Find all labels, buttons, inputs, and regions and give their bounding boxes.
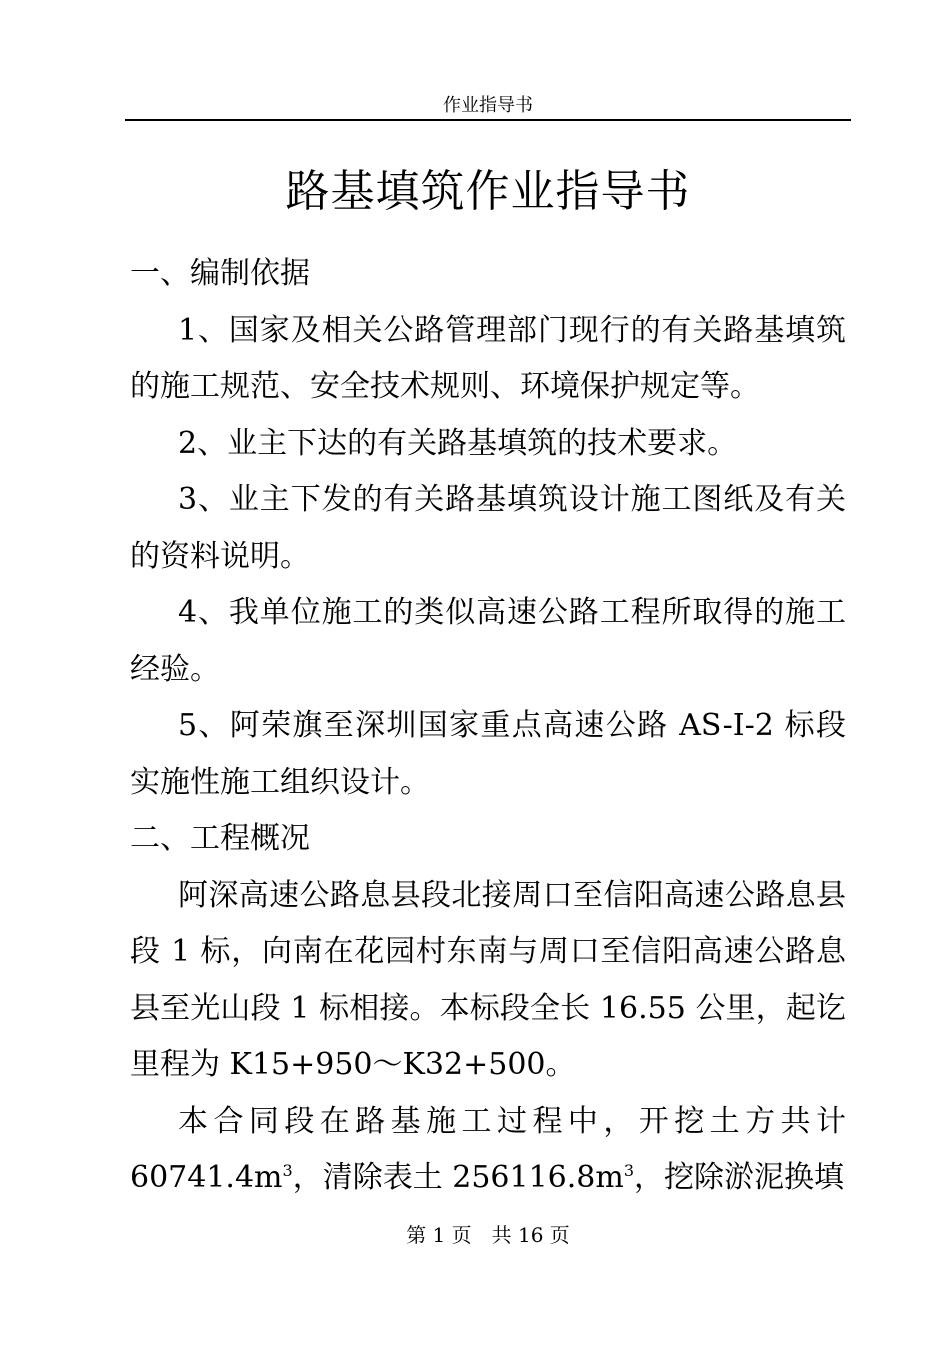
basis-item-5: 5、阿荣旗至深圳国家重点高速公路 AS-I-2 标段实施性施工组织设计。	[130, 708, 846, 800]
basis-item-4: 4、我单位施工的类似高速公路工程所取得的施工经验。	[130, 595, 846, 687]
document-body	[130, 246, 846, 1207]
section-heading-basis: 一、编制依据	[130, 256, 310, 291]
basis-item-3: 3、业主下发的有关路基填筑设计施工图纸及有关的资料说明。	[130, 482, 846, 574]
unit-superscript: 3	[623, 1160, 635, 1180]
overview-paragraph-1: 阿深高速公路息县段北接周口至信阳高速公路息县段 1 标，向南在花园村东南与周口至信阳高速公路息县至光山段 1 标相接。本标段全长 16.55 公里，起讫里程为 K15+950～K32+500。	[130, 877, 846, 1082]
overview-paragraph-2	[130, 1094, 846, 1207]
basis-item-1: 1、国家及相关公路管理部门现行的有关路基填筑的施工规范、安全技术规则、环境保护规定等。	[130, 312, 846, 404]
page-header: 作业指导书	[443, 95, 533, 116]
section-heading-overview: 二、工程概况	[130, 821, 310, 856]
page-footer: 第 1 页 共 16 页	[406, 1223, 570, 1247]
document-title: 路基填筑作业指导书	[285, 166, 691, 217]
overview-text-part-1: 本合同段在路基施工过程中，开挖土方共计 60741.4m	[130, 1103, 846, 1195]
overview-text-part-3: ，挖除淤泥换填	[634, 1160, 845, 1195]
basis-item-2: 2、业主下达的有关路基填筑的技术要求。	[178, 425, 738, 461]
unit-superscript: 3	[282, 1160, 293, 1180]
header-rule	[125, 119, 851, 121]
overview-text-part-2: ，清除表土 256116.8m	[292, 1160, 624, 1195]
